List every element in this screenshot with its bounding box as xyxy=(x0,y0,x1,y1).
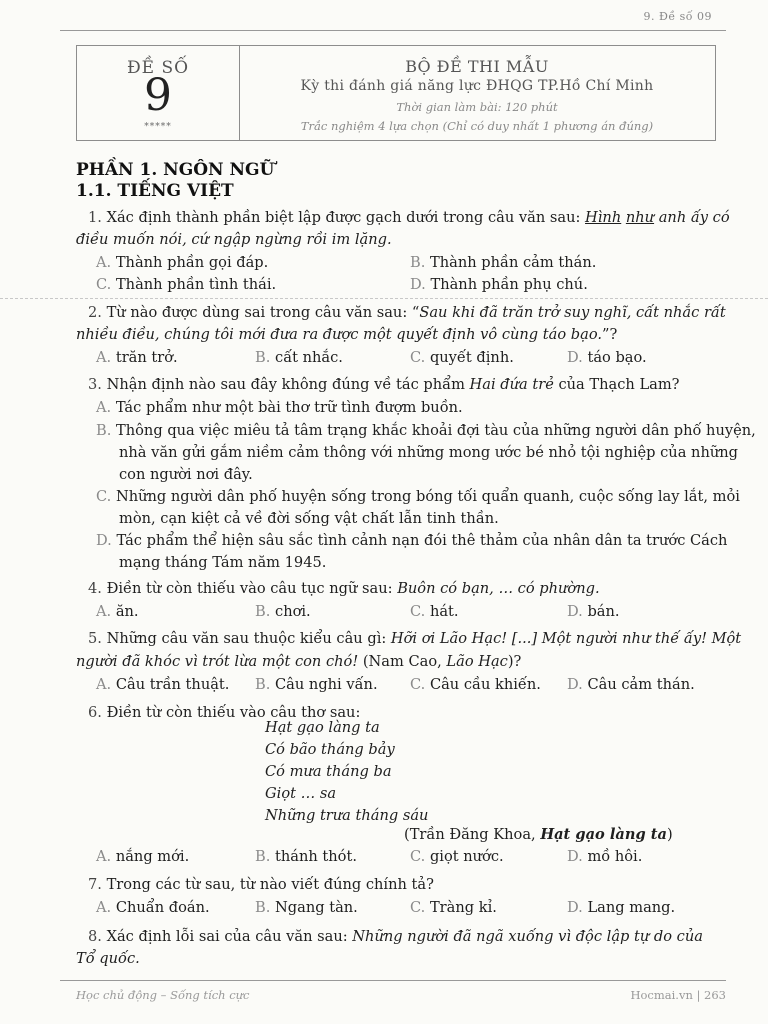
q4-option-d: D. bán. xyxy=(567,603,620,620)
q3-stem: 3. Nhận định nào sau đây không đúng về tác phẩm Hai đứa trẻ của Thạch Lam? xyxy=(88,376,680,393)
q1-stem-line2: điều muốn nói, cứ ngập ngừng rồi im lặng. xyxy=(76,231,392,248)
q3-option-b-line2: nhà văn gửi gắm niềm cảm thông với những mong ước bé nhỏ tội nghiệp của những xyxy=(119,444,738,461)
q2-option-d: D. táo bạo. xyxy=(567,349,647,366)
q6-attribution: (Trần Đăng Khoa, Hạt gạo làng ta) xyxy=(404,826,673,843)
q8-quote: Những người đã ngã xuống vì độc lập tự do của xyxy=(352,928,703,945)
q5-option-a: A. Câu trần thuật. xyxy=(96,676,230,693)
part-heading: PHẦN 1. NGÔN NGỮ xyxy=(76,160,275,180)
q6-poem-line1: Hạt gạo làng ta xyxy=(265,719,380,736)
q6-stem: 6. Điền từ còn thiếu vào câu thơ sau: xyxy=(88,704,361,721)
q1-stem-quote: anh ấy có xyxy=(654,209,730,226)
q1-option-a: A. Thành phần gọi đáp. xyxy=(96,254,269,271)
q6-poem-line3: Có mưa tháng ba xyxy=(265,763,392,780)
q7-option-c: C. Tràng kỉ. xyxy=(410,899,497,916)
q1-number: 1. xyxy=(88,209,102,226)
q1-underlined-word2: như xyxy=(625,209,655,226)
q5-option-d: D. Câu cảm thán. xyxy=(567,676,695,693)
section-heading: 1.1. TIẾNG VIỆT xyxy=(76,181,234,201)
q8-stem-line2: Tổ quốc. xyxy=(76,950,140,967)
q2-option-b: B. cất nhắc. xyxy=(255,349,343,366)
q6-option-c: C. giọt nước. xyxy=(410,848,504,865)
q5-option-c: C. Câu cầu khiến. xyxy=(410,676,541,693)
q1-stem-line1 xyxy=(88,209,730,227)
q7-number: 7. xyxy=(88,876,102,893)
q4-option-a: A. ăn. xyxy=(96,603,139,620)
q5-stem-line2: người đã khóc vì trót lừa một con chó! (Nam Cao, Lão Hạc)? xyxy=(76,653,522,670)
q6-option-d: D. mồ hôi. xyxy=(567,848,643,865)
q2-option-a: A. trăn trở. xyxy=(96,349,178,366)
q2-quote: Sau khi đã trăn trở suy nghĩ, cất nhắc rất xyxy=(419,304,726,321)
q4-proverb: Buôn có bạn, … có phường. xyxy=(397,580,600,597)
q4-option-b: B. chơi. xyxy=(255,603,311,620)
q3-option-b: B. Thông qua việc miêu tả tâm trạng khắc khoải đợi tàu của những người dân phố huyện, xyxy=(96,422,756,439)
exam-subtitle: Kỳ thi đánh giá năng lực ĐHQG TP.Hồ Chí Minh xyxy=(300,78,654,94)
scan-fold-line xyxy=(0,298,768,299)
q3-option-b-line3: con người nơi đây. xyxy=(119,466,253,483)
footer-page: Hocmai.vn | 263 xyxy=(630,988,726,1002)
exam-number: 9 xyxy=(144,70,172,121)
exam-title: BỘ ĐỀ THI MẪU xyxy=(405,57,549,76)
exam-time: Thời gian làm bài: 120 phút xyxy=(396,100,558,114)
q5-number: 5. xyxy=(88,630,102,647)
top-rule xyxy=(60,30,726,31)
q1-stem-text: Xác định thành phần biệt lập được gạch dưới trong câu văn sau: xyxy=(106,209,581,226)
q4-option-c: C. hát. xyxy=(410,603,459,620)
q5-option-b: B. Câu nghi vấn. xyxy=(255,676,378,693)
q3-work-title: Hai đứa trẻ xyxy=(469,376,554,393)
q6-poem-line5: Những trưa tháng sáu xyxy=(265,807,429,824)
exam-title-box xyxy=(239,46,715,140)
q4-number: 4. xyxy=(88,580,102,597)
q6-poem-line2: Có bão tháng bảy xyxy=(265,741,395,758)
q3-option-c: C. Những người dân phố huyện sống trong bóng tối quẩn quanh, cuộc sống lay lắt, mỏi xyxy=(96,488,740,505)
q7-stem: 7. Trong các từ sau, từ nào viết đúng chính tả? xyxy=(88,876,434,893)
q8-stem-line1: 8. Xác định lỗi sai của câu văn sau: Những người đã ngã xuống vì độc lập tự do của xyxy=(88,928,703,945)
q2-stem-line1: 2. Từ nào được dùng sai trong câu văn sau: “Sau khi đã trăn trở suy nghĩ, cất nhắc rất xyxy=(88,304,726,321)
q1-underlined-word1: Hình xyxy=(585,209,622,226)
q1-option-c: C. Thành phần tình thái. xyxy=(96,276,277,293)
exam-number-box xyxy=(77,46,240,140)
q2-number: 2. xyxy=(88,304,102,321)
q6-number: 6. xyxy=(88,704,102,721)
exam-header xyxy=(76,45,716,141)
q6-option-b: B. thánh thót. xyxy=(255,848,357,865)
q1-option-b: B. Thành phần cảm thán. xyxy=(410,254,597,271)
exam-stars: ***** xyxy=(144,122,172,132)
q3-number: 3. xyxy=(88,376,102,393)
exam-note: Trắc nghiệm 4 lựa chọn (Chỉ có duy nhất 1 phương án đúng) xyxy=(300,119,654,133)
q1-option-d: D. Thành phần phụ chú. xyxy=(410,276,588,293)
q8-number: 8. xyxy=(88,928,102,945)
q3-option-d-line2: mạng tháng Tám năm 1945. xyxy=(119,554,327,571)
q5-stem-line1: 5. Những câu văn sau thuộc kiểu câu gì: Hỡi ơi Lão Hạc! [...] Một người như thế ấy! Một xyxy=(88,630,742,647)
q2-stem-line2: nhiều điều, chúng tôi mới đưa ra được một quyết định vô cùng táo bạo.”? xyxy=(76,326,618,343)
q7-option-a: A. Chuẩn đoán. xyxy=(96,899,210,916)
q6-poem-line4: Giọt … sa xyxy=(265,785,337,802)
bottom-rule xyxy=(60,980,726,981)
running-head: 9. Đề số 09 xyxy=(643,10,712,23)
q3-option-c-line2: mòn, cạn kiệt cả về đời sống vật chất lẫn tinh thần. xyxy=(119,510,499,527)
q6-option-a: A. nắng mới. xyxy=(96,848,190,865)
q7-option-b: B. Ngang tàn. xyxy=(255,899,358,916)
q3-option-a: A. Tác phẩm như một bài thơ trữ tình đượm buồn. xyxy=(96,399,463,416)
exam-number-label: ĐỀ SỐ xyxy=(126,58,190,78)
q4-stem: 4. Điền từ còn thiếu vào câu tục ngữ sau: Buôn có bạn, … có phường. xyxy=(88,580,600,597)
q7-option-d: D. Lang mang. xyxy=(567,899,676,916)
q2-option-c: C. quyết định. xyxy=(410,349,514,366)
q6-poem-title: Hạt gạo làng ta xyxy=(540,826,667,843)
footer-slogan: Học chủ động – Sống tích cực xyxy=(76,988,250,1002)
q3-option-d: D. Tác phẩm thể hiện sâu sắc tình cảnh nạn đói thê thảm của nhân dân ta trước Cách xyxy=(96,532,728,549)
q5-quote: Hỡi ơi Lão Hạc! [...] Một người như thế ấy! Một xyxy=(390,630,742,647)
